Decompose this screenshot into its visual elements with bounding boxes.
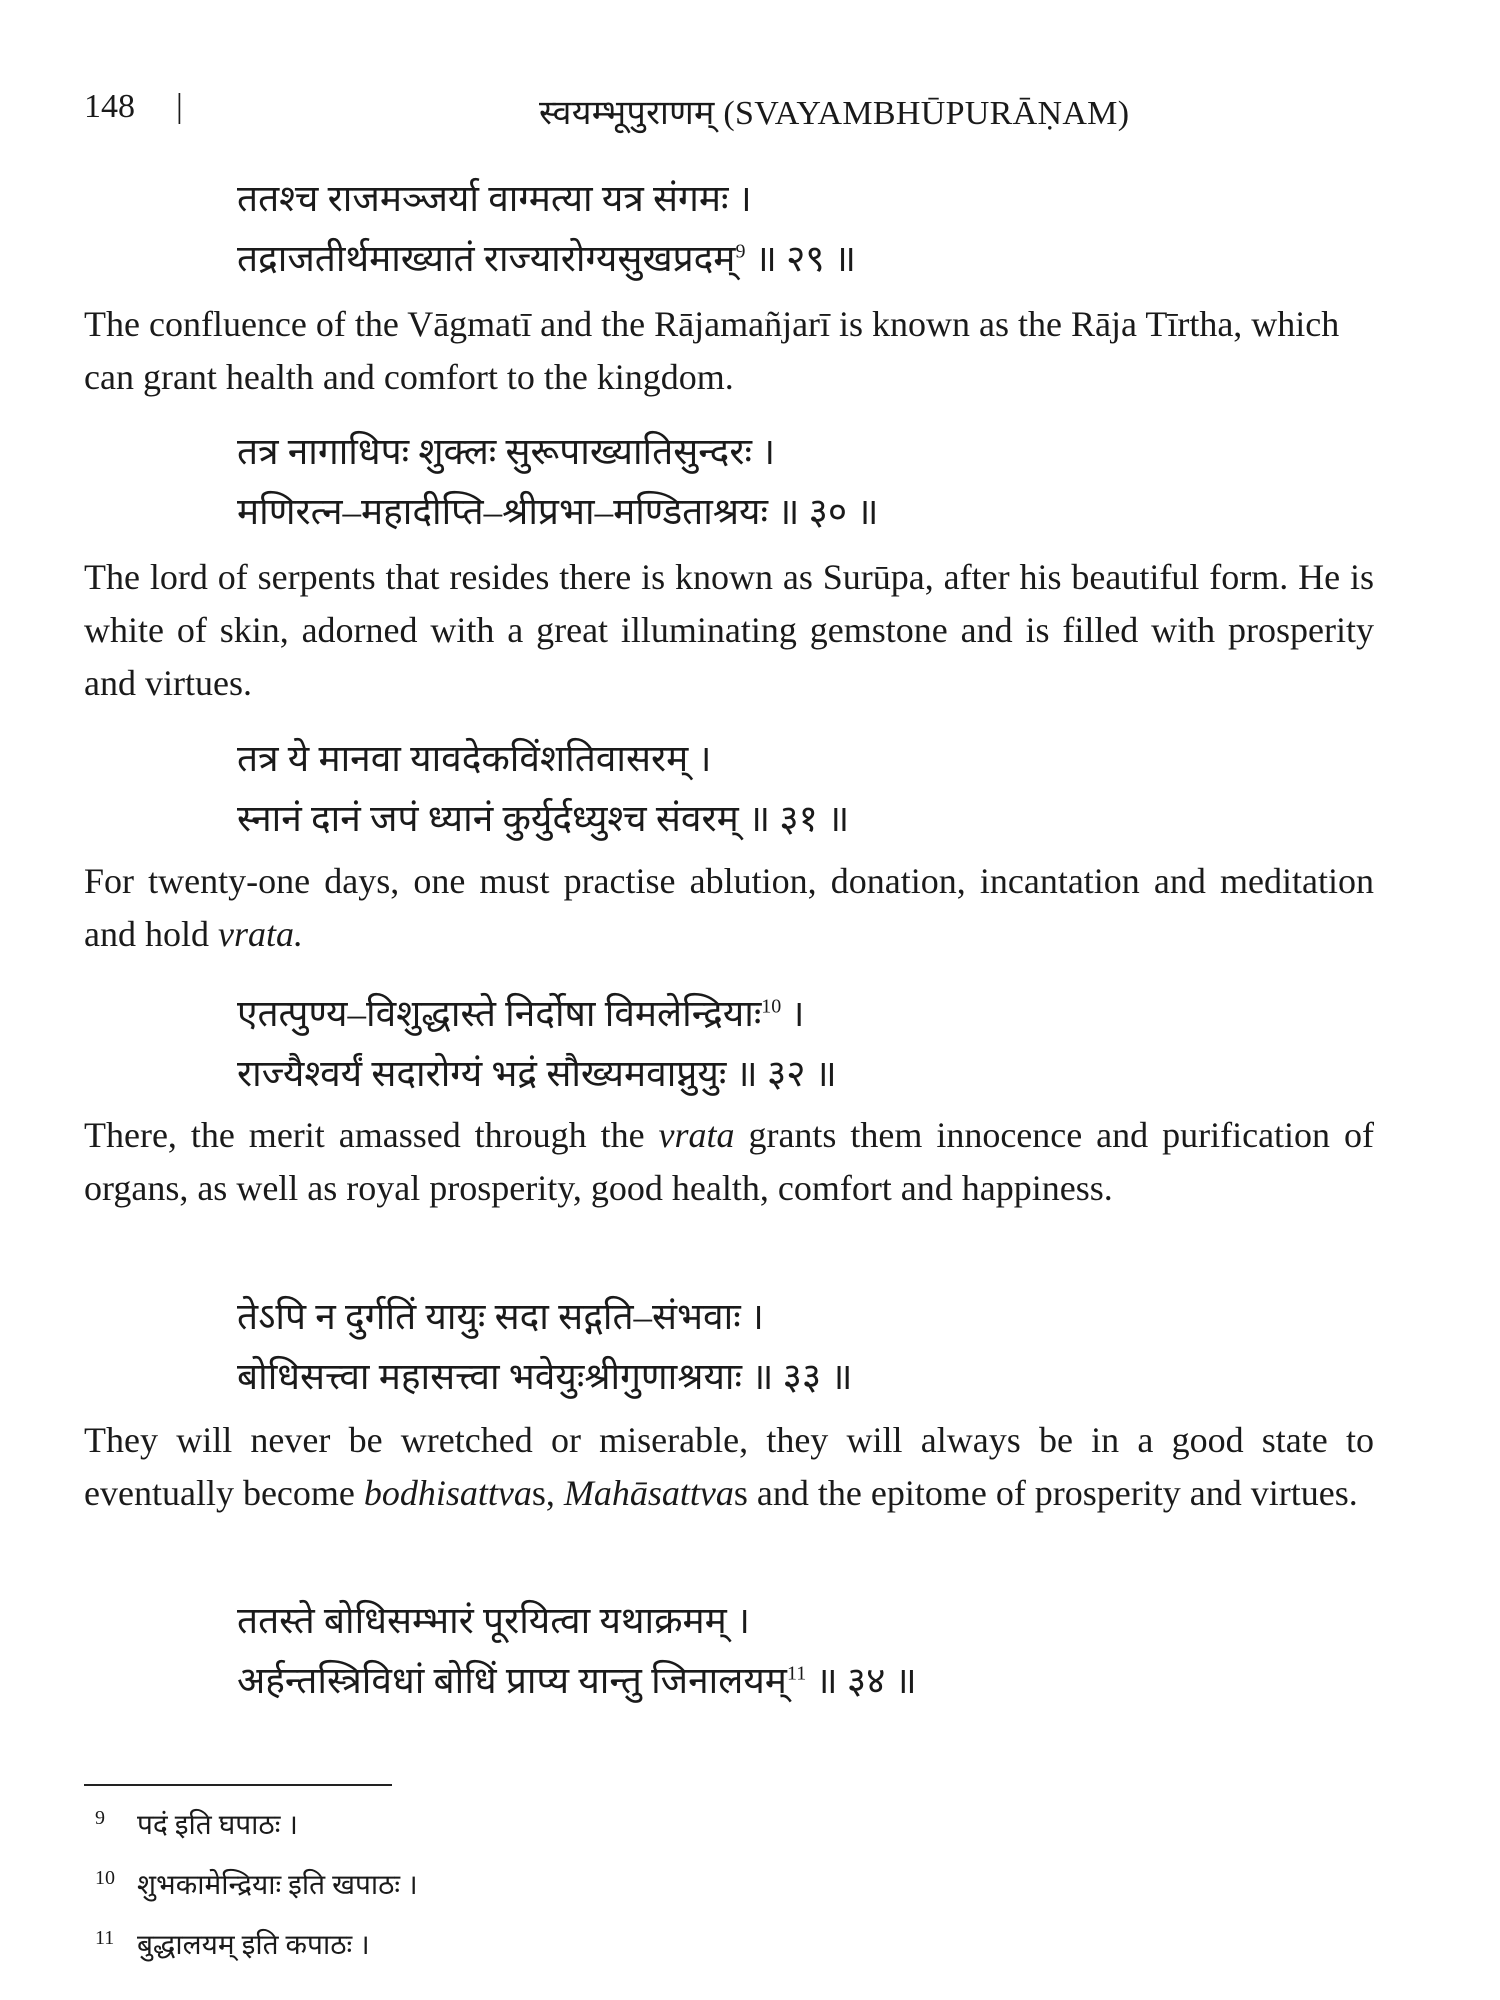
translation-29: The confluence of the Vāgmatī and the Rājamañjarī is known as the Rāja Tīrtha, which can grant health and comfort to the kingdom. (84, 304, 1340, 397)
verse-line: ततश्च राजमञ्जर्या वाग्मत्या यत्र संगमः । (237, 179, 752, 220)
footnote-9: 9 पदं इति घपाठः । (95, 1807, 298, 1841)
verse-line: तेऽपि न दुर्गतिं यायुः सदा सद्गति–संभवाः । (237, 1297, 764, 1338)
footnote-ref: 10 (761, 995, 782, 1018)
verse-34 (237, 1592, 917, 1712)
verse-line: तद्राजतीर्थमाख्यातं राज्यारोग्यसुखप्रदम्$^9$ ॥ २९ ॥ (237, 239, 856, 280)
italic-term: Mahāsattva (563, 1473, 734, 1513)
footnote-10: 10 शुभकामेन्द्रियाः इति खपाठः । (95, 1867, 418, 1901)
verse-33 (237, 1288, 853, 1408)
verse-line: ततस्ते बोधिसम्भारं पूरयित्वा यथाक्रमम् । (237, 1601, 751, 1642)
verse-line: राज्यैश्वर्यं सदारोग्यं भद्रं सौख्यमवाप्नुयुः ॥ ३२ ॥ (237, 1054, 837, 1095)
verse-line: अर्हन्तस्त्रिविधां बोधिं प्राप्य यान्तु जिनालयम्$^{11}$ ॥ ३४ ॥ (237, 1661, 917, 1702)
verse-line: तत्र ये मानवा यावदेकविंशतिवासरम् । (237, 739, 712, 780)
footnote-11: 11 बुद्धालयम् इति कपाठः । (95, 1927, 370, 1961)
verse-line: स्नानं दानं जपं ध्यानं कुर्युर्दध्युश्च संवरम् ॥ ३१ ॥ (237, 799, 850, 840)
verse-30 (237, 423, 879, 543)
translation-32: There, the merit amassed through the vrata grants them innocence and purification of organs, as well as royal prosperity, good health, comfort and happiness. (84, 1115, 1374, 1208)
footnote-rule (84, 1784, 392, 1786)
verse-32 (237, 985, 837, 1105)
italic-term: bodhisattva (363, 1473, 532, 1513)
translation-31: For twenty-one days, one must practise ablution, donation, incantation and meditation and hold vrata. (84, 861, 1374, 954)
italic-term: vrata. (217, 914, 303, 954)
verse-29 (237, 170, 856, 290)
running-title: स्वयम्भूपुराणम् (SVAYAMBHŪPURĀṆAM) (539, 95, 1130, 132)
header-separator: | (176, 88, 183, 125)
verse-line: मणिरत्न–महादीप्ति–श्रीप्रभा–मण्डिताश्रयः ॥ ३० ॥ (237, 492, 879, 533)
verse-line: एतत्पुण्य–विशुद्धास्ते निर्दोषा विमलेन्द्रियाः$^{10}$ । (237, 994, 805, 1035)
translation-30: The lord of serpents that resides there is known as Surūpa, after his beautiful form. He is white of skin, adorned with a great illuminating gemstone and is filled with prosperity and virtues. (84, 557, 1374, 703)
footnote-ref: 9 (735, 240, 746, 263)
footnotes (95, 1797, 418, 1977)
verse-line: बोधिसत्त्वा महासत्त्वा भवेयुःश्रीगुणाश्रयाः ॥ ३३ ॥ (237, 1357, 853, 1398)
verse-line: तत्र नागाधिपः शुक्लः सुरूपाख्यातिसुन्दरः । (237, 432, 776, 473)
translation-33: They will never be wretched or miserable, they will always be in a good state to eventually become bodhisattvas, Mahāsattvas and the epitome of prosperity and virtues. (84, 1420, 1374, 1513)
footnote-ref: 11 (786, 1662, 807, 1685)
page-number: 148 (84, 88, 135, 125)
italic-term: vrata (658, 1115, 735, 1155)
verse-31 (237, 730, 849, 850)
page-header (84, 88, 1384, 138)
